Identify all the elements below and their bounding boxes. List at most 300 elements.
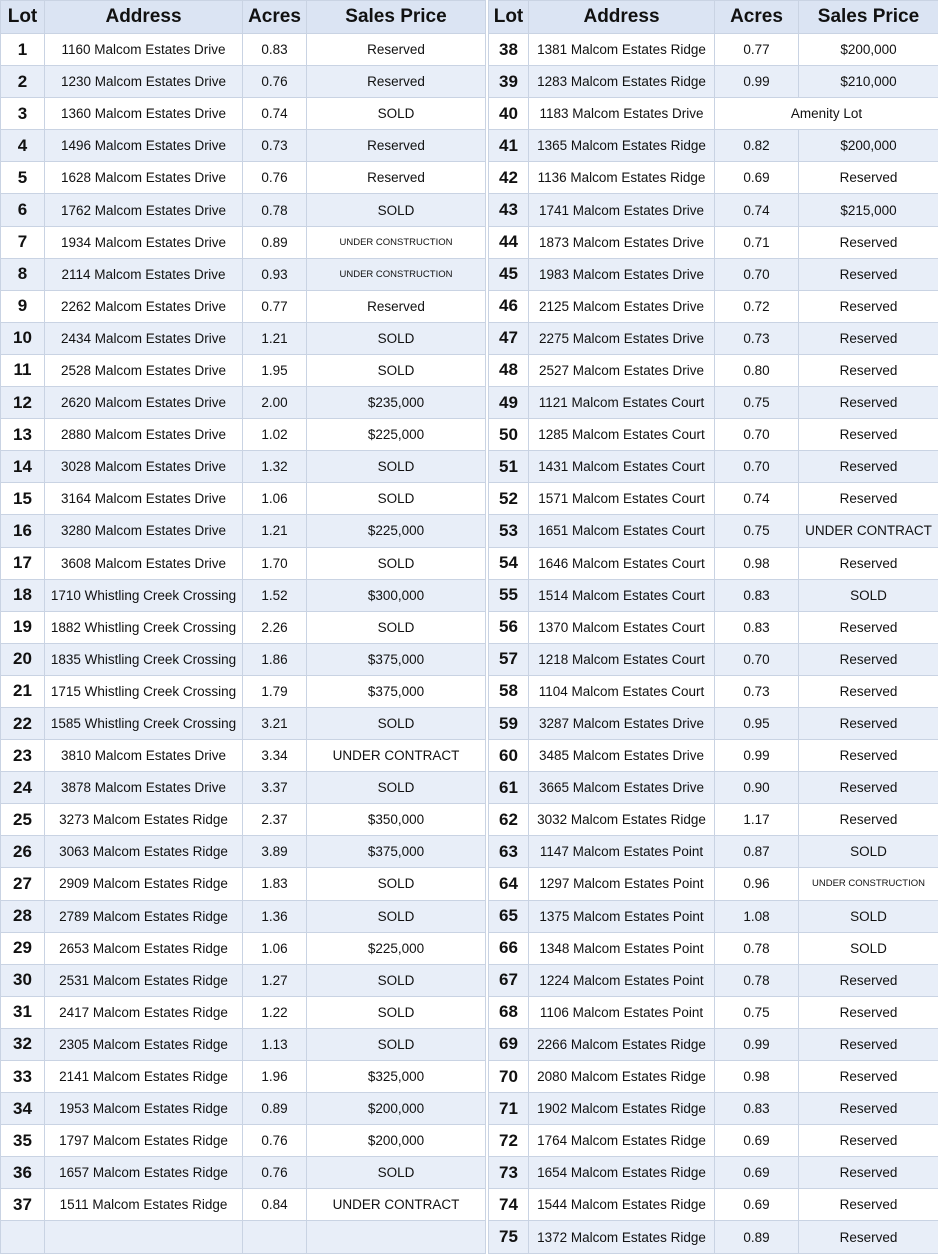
sales-price: SOLD [799,900,938,932]
table-row [489,1125,938,1157]
table-row [1,194,486,226]
lot-acres: 2.00 [243,387,307,419]
lot-address: 1365 Malcom Estates Ridge [529,130,715,162]
lot-address: 3028 Malcom Estates Drive [45,451,243,483]
lot-acres: 1.70 [243,547,307,579]
lot-number: 17 [1,547,45,579]
lot-acres: 0.89 [715,1221,799,1253]
lot-acres: 1.13 [243,1028,307,1060]
lot-number: 45 [489,258,529,290]
sales-price: Reserved [799,1189,938,1221]
lot-address: 1651 Malcom Estates Court [529,515,715,547]
table-row [1,290,486,322]
lot-address: 3608 Malcom Estates Drive [45,547,243,579]
lot-acres: 1.02 [243,419,307,451]
lot-address: 2531 Malcom Estates Ridge [45,964,243,996]
sales-price: SOLD [307,772,486,804]
table-row [489,707,938,739]
lot-acres: 0.70 [715,451,799,483]
table-row [1,643,486,675]
lot-acres: 0.73 [715,675,799,707]
table-row [489,226,938,258]
lot-number: 41 [489,130,529,162]
lot-acres: 3.89 [243,836,307,868]
lot-address: 1882 Whistling Creek Crossing [45,611,243,643]
sales-price: UNDER CONSTRUCTION [799,868,938,900]
lot-address: 1183 Malcom Estates Drive [529,98,715,130]
lot-number: 22 [1,707,45,739]
sales-price: SOLD [307,483,486,515]
table-row [1,932,486,964]
lot-acres: 2.26 [243,611,307,643]
lot-address: 1715 Whistling Creek Crossing [45,675,243,707]
lot-acres: 1.21 [243,515,307,547]
lot-number: 33 [1,1061,45,1093]
lot-address: 1741 Malcom Estates Drive [529,194,715,226]
lot-address: 3485 Malcom Estates Drive [529,740,715,772]
lot-acres: 0.83 [715,611,799,643]
sales-price: Reserved [799,996,938,1028]
lot-acres: 0.72 [715,290,799,322]
lot-acres: 0.69 [715,1157,799,1189]
lot-address: 2417 Malcom Estates Ridge [45,996,243,1028]
lot-address: 1585 Whistling Creek Crossing [45,707,243,739]
table-row [489,900,938,932]
lot-address: 1511 Malcom Estates Ridge [45,1189,243,1221]
table-row [1,1061,486,1093]
table-row [489,194,938,226]
table-row [489,996,938,1028]
lot-acres: 0.69 [715,1125,799,1157]
table-row [1,258,486,290]
sales-price: SOLD [799,932,938,964]
lot-number: 29 [1,932,45,964]
lot-acres: 0.99 [715,66,799,98]
lot-number: 44 [489,226,529,258]
lot-number: 32 [1,1028,45,1060]
lot-acres: 0.78 [715,932,799,964]
table-row [489,483,938,515]
sales-price: Reserved [799,451,938,483]
lot-acres: 0.83 [715,579,799,611]
sales-price: SOLD [307,451,486,483]
table-row [489,836,938,868]
sales-price: SOLD [307,996,486,1028]
lot-number: 74 [489,1189,529,1221]
lot-number: 7 [1,226,45,258]
lot-acres: 0.82 [715,130,799,162]
lot-acres: 3.37 [243,772,307,804]
table-row [1,836,486,868]
sales-price: Reserved [799,1125,938,1157]
table-row [489,1189,938,1221]
lot-number: 26 [1,836,45,868]
lot-address: 1230 Malcom Estates Drive [45,66,243,98]
sales-price: Reserved [799,354,938,386]
lot-address [45,1221,243,1253]
sales-price: Reserved [307,290,486,322]
lot-address: 1360 Malcom Estates Drive [45,98,243,130]
lot-number: 67 [489,964,529,996]
lot-acres: 1.06 [243,483,307,515]
lot-address: 1285 Malcom Estates Court [529,419,715,451]
sales-price [307,1221,486,1253]
lot-address: 3810 Malcom Estates Drive [45,740,243,772]
lot-acres: 0.74 [715,194,799,226]
lot-address: 2880 Malcom Estates Drive [45,419,243,451]
table-row [489,1221,938,1253]
sales-price: Reserved [799,964,938,996]
lot-acres: 0.78 [715,964,799,996]
lot-address: 1283 Malcom Estates Ridge [529,66,715,98]
lot-address: 2527 Malcom Estates Drive [529,354,715,386]
lot-address: 2653 Malcom Estates Ridge [45,932,243,964]
lot-number: 24 [1,772,45,804]
sales-price: SOLD [307,98,486,130]
table-row [489,66,938,98]
sales-price: SOLD [307,354,486,386]
table-row [1,130,486,162]
lot-acres: 0.73 [715,322,799,354]
table-row [1,1189,486,1221]
lot-number: 6 [1,194,45,226]
lot-acres: 0.93 [243,258,307,290]
table-row [489,804,938,836]
lot-address: 2528 Malcom Estates Drive [45,354,243,386]
lot-acres: 0.69 [715,162,799,194]
lot-acres: 0.73 [243,130,307,162]
table-row [489,34,938,66]
sales-price: Reserved [799,1061,938,1093]
lot-number: 5 [1,162,45,194]
lot-number: 65 [489,900,529,932]
lot-acres: 0.76 [243,162,307,194]
table-header-row [489,1,938,34]
sales-price: Reserved [799,804,938,836]
sales-price: $225,000 [307,515,486,547]
lot-acres: 0.98 [715,547,799,579]
lot-acres: 0.87 [715,836,799,868]
table-row [489,964,938,996]
sales-price: Reserved [307,162,486,194]
table-row [489,354,938,386]
lot-acres: 1.36 [243,900,307,932]
sales-price: $325,000 [307,1061,486,1093]
lot-number: 61 [489,772,529,804]
lot-number: 11 [1,354,45,386]
table-row [1,964,486,996]
sales-price: SOLD [307,611,486,643]
table-row [489,740,938,772]
lot-address: 3063 Malcom Estates Ridge [45,836,243,868]
lot-acres: 0.70 [715,419,799,451]
lot-acres: 2.37 [243,804,307,836]
lot-acres: 0.74 [715,483,799,515]
lot-acres: 1.52 [243,579,307,611]
sales-price: Reserved [799,483,938,515]
lot-number: 10 [1,322,45,354]
lot-address: 1218 Malcom Estates Court [529,643,715,675]
lot-number: 2 [1,66,45,98]
lot-acres: 0.70 [715,643,799,675]
lot-address: 1514 Malcom Estates Court [529,579,715,611]
lot-number: 59 [489,707,529,739]
lot-acres: 1.21 [243,322,307,354]
lot-address: 2275 Malcom Estates Drive [529,322,715,354]
lot-acres: 0.77 [243,290,307,322]
lot-acres: 1.32 [243,451,307,483]
lot-number: 3 [1,98,45,130]
table-row [1,483,486,515]
sales-price: Reserved [799,643,938,675]
table-row [1,740,486,772]
sales-price: $200,000 [799,34,938,66]
table-row [1,675,486,707]
lot-address: 1934 Malcom Estates Drive [45,226,243,258]
table-row [489,387,938,419]
sales-price: $215,000 [799,194,938,226]
lot-address: 2080 Malcom Estates Ridge [529,1061,715,1093]
lot-number: 58 [489,675,529,707]
sales-price: $375,000 [307,675,486,707]
lot-address: 1348 Malcom Estates Point [529,932,715,964]
lot-number: 71 [489,1093,529,1125]
lot-address: 1544 Malcom Estates Ridge [529,1189,715,1221]
sales-price: Reserved [799,707,938,739]
table-row [489,611,938,643]
lot-address: 2434 Malcom Estates Drive [45,322,243,354]
lot-number: 38 [489,34,529,66]
header-lot: Lot [1,1,45,34]
lot-address: 1657 Malcom Estates Ridge [45,1157,243,1189]
lot-acres: 0.71 [715,226,799,258]
lot-number: 43 [489,194,529,226]
sales-price: Reserved [799,1028,938,1060]
table-row [1,804,486,836]
lot-number: 53 [489,515,529,547]
table-row [1,1125,486,1157]
lot-address: 1297 Malcom Estates Point [529,868,715,900]
lot-acres: 1.06 [243,932,307,964]
lot-number: 52 [489,483,529,515]
header-acres: Acres [243,1,307,34]
lot-number: 16 [1,515,45,547]
lot-number: 57 [489,643,529,675]
lot-address: 2125 Malcom Estates Drive [529,290,715,322]
lot-number: 31 [1,996,45,1028]
lot-address: 1106 Malcom Estates Point [529,996,715,1028]
header-address: Address [529,1,715,34]
lot-number: 49 [489,387,529,419]
lot-address: 1370 Malcom Estates Court [529,611,715,643]
lot-number: 23 [1,740,45,772]
table-row [489,547,938,579]
sales-price: UNDER CONTRACT [307,1189,486,1221]
lot-address: 1762 Malcom Estates Drive [45,194,243,226]
lot-number: 20 [1,643,45,675]
sales-price: Reserved [799,740,938,772]
sales-price: Reserved [799,258,938,290]
table-row [1,900,486,932]
table-row [489,643,938,675]
lot-number: 66 [489,932,529,964]
sales-price: Reserved [799,1093,938,1125]
lot-acres: 0.78 [243,194,307,226]
lot-acres: 0.96 [715,868,799,900]
sales-price: Reserved [799,675,938,707]
sales-price: Reserved [799,290,938,322]
lot-number: 14 [1,451,45,483]
lot-address: 1983 Malcom Estates Drive [529,258,715,290]
table-header-row [1,1,486,34]
sales-price: Reserved [799,611,938,643]
lot-number: 1 [1,34,45,66]
sales-price: $235,000 [307,387,486,419]
lot-number: 46 [489,290,529,322]
lot-address: 3665 Malcom Estates Drive [529,772,715,804]
lot-acres: 0.76 [243,1125,307,1157]
table-row [1,322,486,354]
table-row [1,1093,486,1125]
sales-price: Reserved [799,1221,938,1253]
sales-price: SOLD [307,547,486,579]
table-row [1,98,486,130]
lot-number: 30 [1,964,45,996]
sales-price: SOLD [307,707,486,739]
lot-address: 2789 Malcom Estates Ridge [45,900,243,932]
lot-address: 1431 Malcom Estates Court [529,451,715,483]
header-address: Address [45,1,243,34]
lot-address: 1953 Malcom Estates Ridge [45,1093,243,1125]
lot-number: 8 [1,258,45,290]
lot-acres: 0.74 [243,98,307,130]
lot-address: 2262 Malcom Estates Drive [45,290,243,322]
lot-address: 1902 Malcom Estates Ridge [529,1093,715,1125]
table-row [1,868,486,900]
sales-price: Reserved [799,547,938,579]
table-row [489,675,938,707]
sales-price: UNDER CONSTRUCTION [307,258,486,290]
lot-acres: 0.76 [243,66,307,98]
amenity-label: Amenity Lot [715,98,938,130]
table-row [489,1093,938,1125]
lot-number: 19 [1,611,45,643]
header-sales-price: Sales Price [307,1,486,34]
table-row [489,98,938,130]
sales-price: $300,000 [307,579,486,611]
sales-price: SOLD [307,322,486,354]
lot-acres: 0.76 [243,1157,307,1189]
lot-acres: 0.89 [243,1093,307,1125]
lot-number: 69 [489,1028,529,1060]
lot-acres: 1.95 [243,354,307,386]
lot-acres: 0.80 [715,354,799,386]
table-row [1,707,486,739]
table-row [489,868,938,900]
lot-acres: 0.98 [715,1061,799,1093]
lot-number: 18 [1,579,45,611]
lot-address: 3273 Malcom Estates Ridge [45,804,243,836]
lot-number: 73 [489,1157,529,1189]
sales-price: $225,000 [307,932,486,964]
table-row [489,932,938,964]
table-row [489,515,938,547]
sales-price: UNDER CONTRACT [307,740,486,772]
lot-number: 50 [489,419,529,451]
lot-address: 1496 Malcom Estates Drive [45,130,243,162]
lot-number: 15 [1,483,45,515]
table-row [1,547,486,579]
lot-number: 51 [489,451,529,483]
lot-number: 47 [489,322,529,354]
lot-number: 27 [1,868,45,900]
lot-number: 37 [1,1189,45,1221]
lot-number: 42 [489,162,529,194]
sales-price: $200,000 [307,1093,486,1125]
lot-address: 3287 Malcom Estates Drive [529,707,715,739]
table-row [1,1221,486,1253]
table-row [1,34,486,66]
sales-price: $350,000 [307,804,486,836]
header-sales-price: Sales Price [799,1,938,34]
sales-price: Reserved [307,130,486,162]
lot-address: 1873 Malcom Estates Drive [529,226,715,258]
lot-address: 3164 Malcom Estates Drive [45,483,243,515]
lot-number: 21 [1,675,45,707]
lot-address: 2620 Malcom Estates Drive [45,387,243,419]
lot-address: 1372 Malcom Estates Ridge [529,1221,715,1253]
table-row [1,226,486,258]
lots-table-right [488,0,938,1254]
table-row [489,772,938,804]
lot-number: 70 [489,1061,529,1093]
lot-number: 13 [1,419,45,451]
table-row [1,66,486,98]
lot-acres: 3.21 [243,707,307,739]
lot-acres: 3.34 [243,740,307,772]
table-row [1,451,486,483]
sales-price: $200,000 [307,1125,486,1157]
table-row [1,419,486,451]
sales-price: SOLD [307,1028,486,1060]
lot-acres: 1.96 [243,1061,307,1093]
lot-number: 9 [1,290,45,322]
lot-number: 28 [1,900,45,932]
sales-price: Reserved [799,322,938,354]
table-row [489,1157,938,1189]
sales-price: SOLD [799,836,938,868]
table-row [489,322,938,354]
table-row [1,162,486,194]
table-row [1,515,486,547]
lot-acres: 0.83 [715,1093,799,1125]
table-row [1,579,486,611]
lot-address: 1147 Malcom Estates Point [529,836,715,868]
sales-price: $200,000 [799,130,938,162]
lot-address: 1121 Malcom Estates Court [529,387,715,419]
table-row [489,419,938,451]
sales-price: SOLD [307,900,486,932]
header-lot: Lot [489,1,529,34]
table-row [489,1061,938,1093]
table-row [1,1157,486,1189]
lot-address: 1654 Malcom Estates Ridge [529,1157,715,1189]
lot-address: 1764 Malcom Estates Ridge [529,1125,715,1157]
lot-number: 4 [1,130,45,162]
header-acres: Acres [715,1,799,34]
sales-price: Reserved [799,1157,938,1189]
lot-number: 56 [489,611,529,643]
